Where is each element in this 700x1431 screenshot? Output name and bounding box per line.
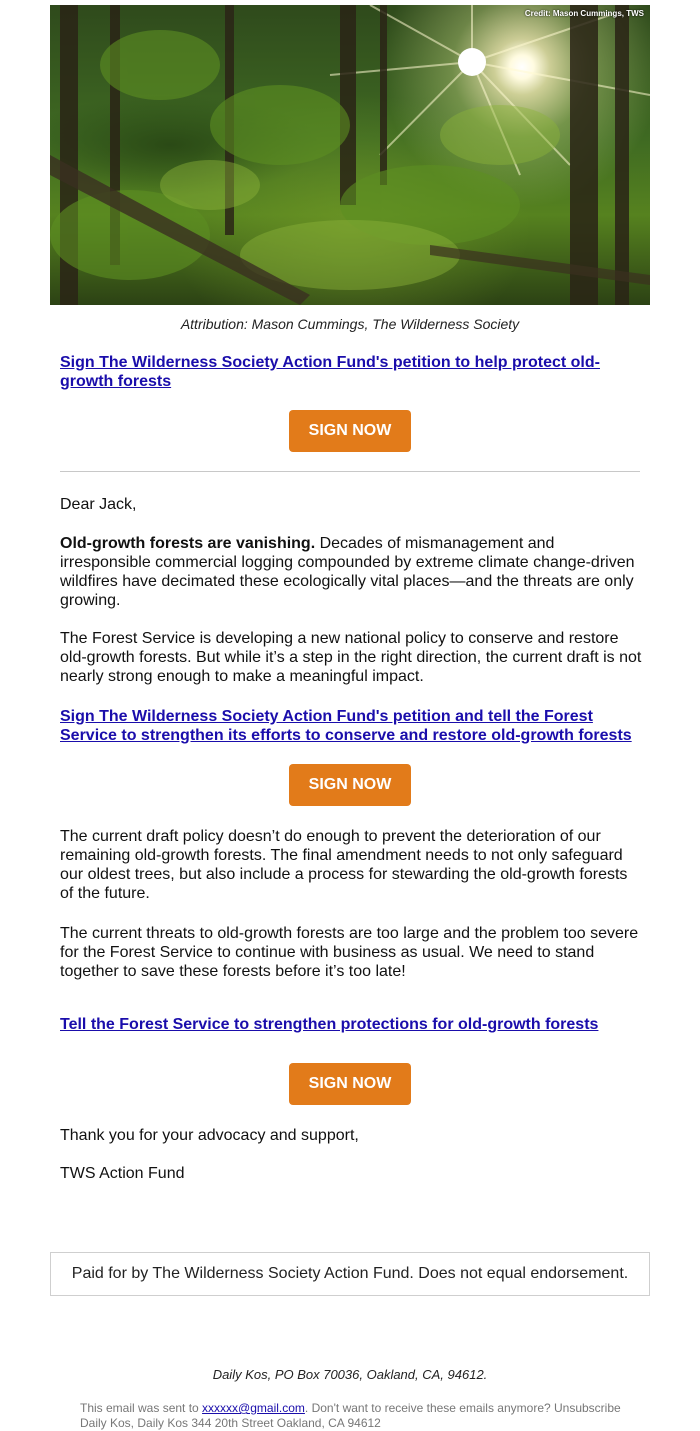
paragraph-1 xyxy=(60,534,645,610)
image-attribution: Attribution: Mason Cummings, The Wilderness Society xyxy=(180,316,520,332)
paid-for-disclaimer: Paid for by The Wilderness Society Action Fund. Does not equal endorsement. xyxy=(50,1252,650,1296)
sign-now-button-2[interactable]: SIGN NOW xyxy=(289,764,411,806)
sent-to-suffix: . Don't want to receive these emails anymore? Unsubscribe xyxy=(304,1401,621,1415)
petition-link-2[interactable]: Sign The Wilderness Society Action Fund's petition and tell the Forest Service to strengthen its efforts to conserve and restore old-growth forests xyxy=(60,708,632,744)
petition-link-3[interactable]: Tell the Forest Service to strengthen protections for old-growth forests xyxy=(60,1016,599,1033)
forest-illustration xyxy=(50,5,650,305)
paragraph-3: The current draft policy doesn’t do enough to prevent the deterioration of our remaining old-growth forests. The final amendment needs to not only safeguard our oldest trees, but also include a process for stewarding the old-growth forests of the future. xyxy=(60,828,628,902)
sign-now-button-1[interactable]: SIGN NOW xyxy=(289,410,411,452)
sent-to-prefix: This email was sent to xyxy=(80,1401,203,1415)
paragraph-1-lead: Old-growth forests are vanishing. xyxy=(60,535,316,552)
paragraph-1-text: Decades of mismanagement and irresponsible commercial logging compounded by extreme climate change-driven wildfires have decimated these ecologically vital places—and the threats are only growing. xyxy=(60,535,635,609)
petition-link-1[interactable]: Sign The Wilderness Society Action Fund's petition to help protect old-growth forests xyxy=(60,354,600,390)
paragraph-2: The Forest Service is developing a new national policy to conserve and restore old-growth forests. But while it’s a step in the right direction, the current draft is not nearly strong enough to make a meaningful impact. xyxy=(60,630,642,685)
signature: TWS Action Fund xyxy=(60,1165,185,1182)
closing: Thank you for your advocacy and support, xyxy=(60,1127,359,1144)
paragraph-4: The current threats to old-growth forests are too large and the problem too severe for the Forest Service to continue with business as usual. We need to stand together to save these forests before it’s too late! xyxy=(60,925,639,980)
greeting: Dear Jack, xyxy=(60,496,137,513)
hero-forest-image xyxy=(50,5,650,305)
mailing-address: Daily Kos, PO Box 70036, Oakland, CA, 94612. xyxy=(212,1367,488,1382)
sent-to-notice xyxy=(80,1401,660,1416)
photo-credit: Credit: Mason Cummings, TWS xyxy=(524,9,644,18)
divider xyxy=(60,471,640,472)
sign-now-button-3[interactable]: SIGN NOW xyxy=(289,1063,411,1105)
company-address-line: Daily Kos, Daily Kos 344 20th Street Oakland, CA 94612 xyxy=(80,1416,381,1430)
recipient-email-link[interactable]: xxxxxx@gmail.com xyxy=(202,1401,305,1415)
